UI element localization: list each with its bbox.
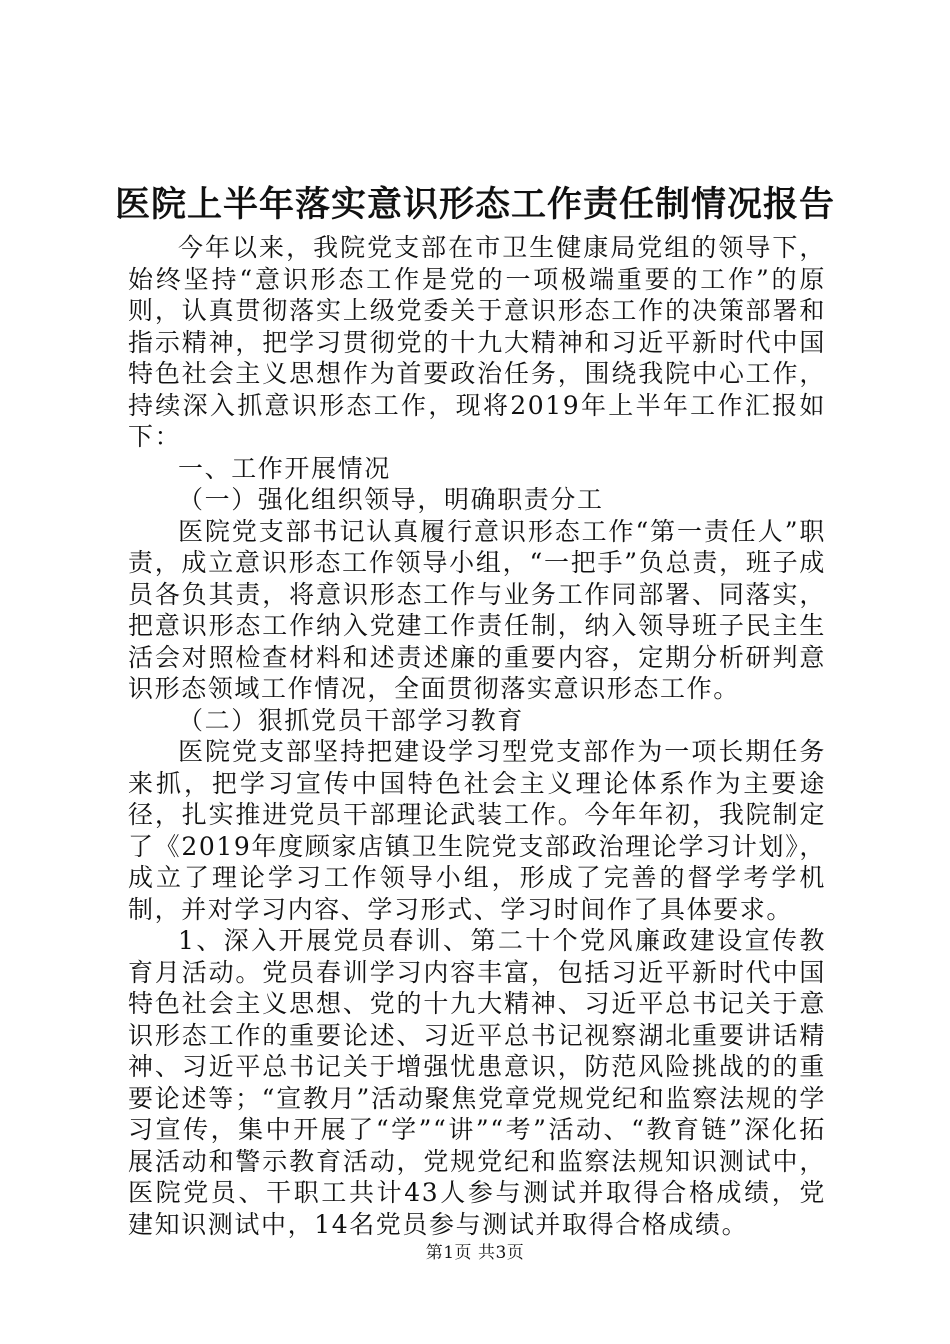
paragraph-organization: 医院党支部书记认真履行意识形态工作“第一责任人”职责，成立意识形态工作领导小组，“一把手”负总责，班子成员各负其责，将意识形态工作与业务工作同部署、同落实，把意识形态工作纳入党建工作责任制，纳入领导班子民主生活会对照检查材料和述责述廉的重要内容，定期分析研判意识形态领域工作情况，全面贯彻落实意识形态工作。	[128, 516, 826, 703]
document-title: 医院上半年落实意识形态工作责任制情况报告	[114, 185, 835, 225]
document-body	[128, 232, 826, 1240]
paragraph-study: 医院党支部坚持把建设学习型党支部作为一项长期任务来抓，把学习宣传中国特色社会主义理论体系作为主要途径，扎实推进党员干部理论武装工作。今年年初，我院制定了《2019年度顾家店镇卫生院党支部政治理论学习计划》，成立了理论学习工作领导小组，形成了完善的督学考学机制，并对学习内容、学习形式、学习时间作了具体要求。	[128, 737, 826, 924]
paragraph-intro: 今年以来，我院党支部在市卫生健康局党组的领导下，始终坚持“意识形态工作是党的一项极端重要的工作”的原则，认真贯彻落实上级党委关于意识形态工作的决策部署和指示精神，把学习贯彻党的十九大精神和习近平新时代中国特色社会主义思想作为首要政治任务，围绕我院中心工作，持续深入抓意识形态工作，现将2019年上半年工作汇报如下：	[128, 233, 826, 451]
paragraph-spring-training: 1、深入开展党员春训、第二十个党风廉政建设宣传教育月活动。党员春训学习内容丰富，包括习近平新时代中国特色社会主义思想、党的十九大精神、习近平总书记关于意识形态工作的重要论述、习近平总书记视察湖北重要讲话精神、习近平总书记关于增强忧患意识，防范风险挑战的的重要论述等；“宣教月”活动聚焦党章党规党纪和监察法规的学习宣传，集中开展了“学”“讲”“考”活动、“教育链”深化拓展活动和警示教育活动，党规党纪和监察法规知识测试中，医院党员、干职工共计43人参与测试并取得合格成绩，党建知识测试中，14名党员参与测试并取得合格成绩。	[128, 926, 826, 1239]
subsection-heading-2: （二）狠抓党员干部学习教育	[178, 705, 524, 735]
page-number-footer: 第1页 共3页	[425, 1243, 525, 1263]
section-heading-1: 一、工作开展情况	[178, 453, 391, 483]
subsection-heading-1: （一）强化组织领导，明确职责分工	[178, 485, 604, 514]
